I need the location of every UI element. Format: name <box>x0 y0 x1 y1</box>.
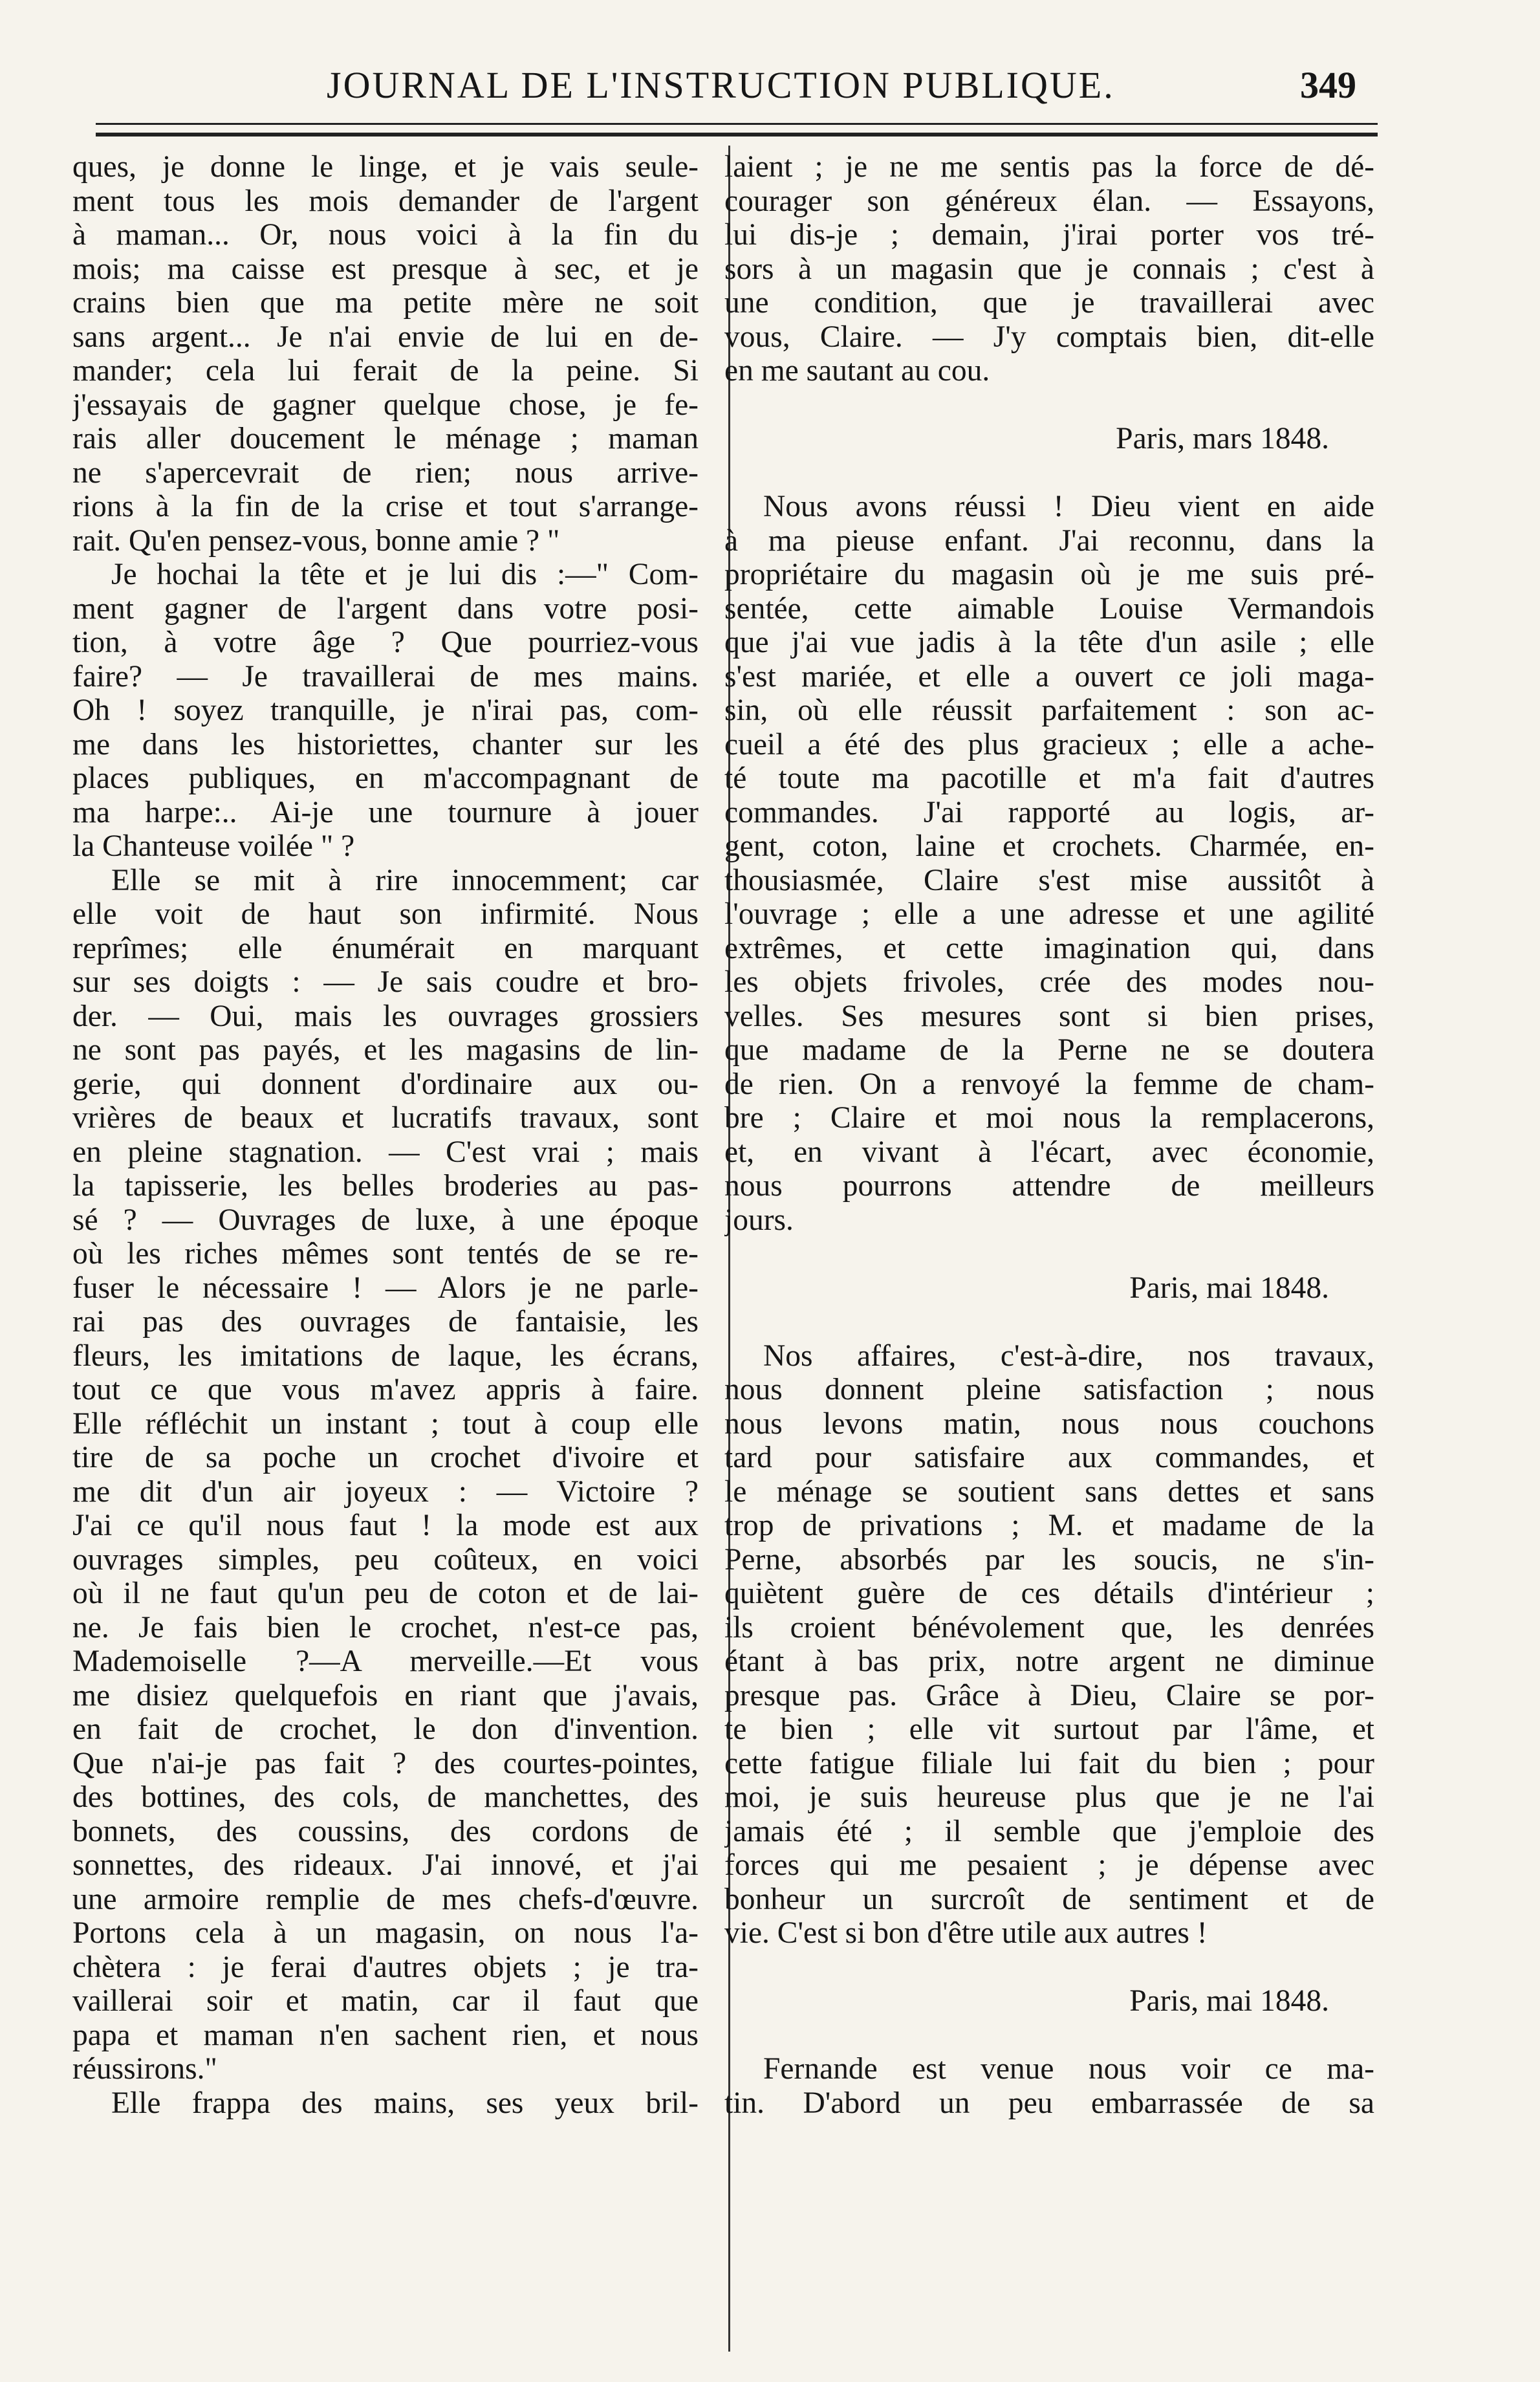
dateline: Paris, mai 1848. <box>1129 1984 1329 2018</box>
header-rule-thick <box>96 133 1378 137</box>
header-rule-thin <box>96 123 1378 125</box>
text-line: nous pourrons attendre de meilleurs <box>724 1169 1374 1203</box>
text-line: et, en vivant à l'écart, avec économie, <box>724 1135 1374 1169</box>
text-line: à ma pieuse enfant. J'ai reconnu, dans la <box>724 523 1374 558</box>
text-line: gerie, qui donnent d'ordinaire aux ou- <box>72 1067 699 1101</box>
text-line: tard pour satisfaire aux commandes, et <box>724 1441 1374 1474</box>
text-line: ques, je donne le linge, et je vais seule- <box>72 150 699 184</box>
page-header <box>0 60 1540 111</box>
text-line: la tapisserie, les belles broderies au pas- <box>72 1169 699 1203</box>
paragraph <box>724 1339 1374 1950</box>
text-line: laient ; je ne me sentis pas la force de dé- <box>724 150 1374 184</box>
text-line: s'est mariée, et elle a ouvert ce joli maga- <box>724 659 1374 694</box>
text-line: rais aller doucement le ménage ; maman <box>72 422 699 455</box>
text-line: cueil a été des plus gracieux ; elle a ache- <box>724 727 1374 761</box>
text-line: tire de sa poche un crochet d'ivoire et <box>72 1441 699 1474</box>
text-line: velles. Ses mesures sont si bien prises, <box>724 999 1374 1033</box>
text-line: faire? — Je travaillerai de mes mains. <box>72 659 699 694</box>
text-line: sin, où elle réussit parfaitement : son ac- <box>724 694 1374 727</box>
text-line: extrêmes, et cette imagination qui, dans <box>724 931 1374 965</box>
text-line: presque pas. Grâce à Dieu, Claire se por- <box>724 1678 1374 1712</box>
text-line: Fernande est venue nous voir ce ma- <box>763 2052 1374 2086</box>
paragraph <box>724 2052 1374 2120</box>
text-line: commandes. J'ai rapporté au logis, ar- <box>724 795 1374 829</box>
text-line: propriétaire du magasin où je me suis pré- <box>724 558 1374 591</box>
text-line: Nous avons réussi ! Dieu vient en aide <box>763 490 1374 523</box>
text-line: Oh ! soyez tranquille, je n'irai pas, com- <box>72 694 699 727</box>
text-line: me dans les historiettes, chanter sur les <box>72 727 699 761</box>
text-line: thousiasmée, Claire s'est mise aussitôt à <box>724 863 1374 897</box>
text-line: tion, à votre âge ? Que pourriez-vous <box>72 626 699 659</box>
text-line: té toute ma pacotille et m'a fait d'autres <box>724 761 1374 795</box>
text-line: tin. D'abord un peu embarrassée de sa <box>724 2086 1374 2120</box>
text-line: nous donnent pleine satisfaction ; nous <box>724 1373 1374 1406</box>
text-line: ne sont pas payés, et les magasins de lin- <box>72 1033 699 1067</box>
text-line: Je hochai la tête et je lui dis :—" Com- <box>111 558 699 591</box>
text-line: bonnets, des coussins, des cordons de <box>72 1814 699 1848</box>
text-line: à maman... Or, nous voici à la fin du <box>72 218 699 252</box>
text-line: jamais été ; il semble que j'emploie des <box>724 1814 1374 1848</box>
text-line: Mademoiselle ?—A merveille.—Et vous <box>72 1644 699 1678</box>
text-line: sur ses doigts : — Je sais coudre et bro- <box>72 965 699 999</box>
text-line: ment gagner de l'argent dans votre posi- <box>72 591 699 626</box>
text-line: j'essayais de gagner quelque chose, je fe- <box>72 388 699 422</box>
text-line: crains bien que ma petite mère ne soit <box>72 286 699 320</box>
text-line: forces qui me pesaient ; je dépense avec <box>724 1848 1374 1882</box>
text-line: trop de privations ; M. et madame de la <box>724 1509 1374 1542</box>
left-column <box>72 150 699 2120</box>
paragraph <box>724 490 1374 1237</box>
text-line: les objets frivoles, crée des modes nou- <box>724 965 1374 999</box>
text-line: Elle frappa des mains, ses yeux bril- <box>111 2086 699 2120</box>
text-line: sors à un magasin que je connais ; c'est à <box>724 252 1374 286</box>
dateline: Paris, mars 1848. <box>1116 422 1329 455</box>
text-line: le ménage se soutient sans dettes et sans <box>724 1474 1374 1509</box>
text-line: der. — Oui, mais les ouvrages grossiers <box>72 999 699 1033</box>
text-line: te bien ; elle vit surtout par l'âme, et <box>724 1712 1374 1746</box>
text-line: Elle se mit à rire innocemment; car <box>111 863 699 897</box>
text-line: en fait de crochet, le don d'invention. <box>72 1712 699 1746</box>
text-line: ma harpe:.. Ai-je une tournure à jouer <box>72 795 699 829</box>
text-line: rions à la fin de la crise et tout s'arrange- <box>72 490 699 523</box>
text-line: tout ce que vous m'avez appris à faire. <box>72 1373 699 1406</box>
text-line: ouvrages simples, peu coûteux, en voici <box>72 1542 699 1577</box>
text-line: ment tous les mois demander de l'argent <box>72 184 699 218</box>
text-line: vie. C'est si bon d'être utile aux autres ! <box>724 1916 1208 1950</box>
text-line: vrières de beaux et lucratifs travaux, sont <box>72 1101 699 1135</box>
text-line: rai pas des ouvrages de fantaisie, les <box>72 1305 699 1339</box>
text-line: Portons cela à un magasin, on nous l'a- <box>72 1916 699 1950</box>
text-line: elle voit de haut son infirmité. Nous <box>72 897 699 931</box>
text-line: sonnettes, des rideaux. J'ai innové, et j'ai <box>72 1848 699 1882</box>
text-line: reprîmes; elle énumérait en marquant <box>72 931 699 965</box>
text-line: mander; cela lui ferait de la peine. Si <box>72 354 699 388</box>
text-line: en pleine stagnation. — C'est vrai ; mais <box>72 1135 699 1169</box>
text-line: sans argent... Je n'ai envie de lui en de- <box>72 320 699 354</box>
text-line: étant à bas prix, notre argent ne diminue <box>724 1644 1374 1678</box>
text-line: bre ; Claire et moi nous la remplacerons, <box>724 1101 1374 1135</box>
text-line: une armoire remplie de mes chefs-d'œuvre. <box>72 1882 699 1916</box>
text-line: places publiques, en m'accompagnant de <box>72 761 699 795</box>
text-line: vaillerai soir et matin, car il faut que <box>72 1984 699 2018</box>
right-column <box>724 150 1374 2120</box>
text-line: lui dis-je ; demain, j'irai porter vos tré- <box>724 218 1374 252</box>
text-line: cette fatigue filiale lui fait du bien ; pour <box>724 1746 1374 1780</box>
text-line: une condition, que je travaillerai avec <box>724 286 1374 320</box>
journal-title: JOURNAL DE L'INSTRUCTION PUBLIQUE. <box>327 64 1115 106</box>
text-line: me disiez quelquefois en riant que j'avais, <box>72 1678 699 1712</box>
text-line: chètera : je ferai d'autres objets ; je tra- <box>72 1950 699 1984</box>
text-line: que madame de la Perne ne se doutera <box>724 1033 1374 1067</box>
text-line: moi, je suis heureuse plus que je ne l'ai <box>724 1780 1374 1814</box>
text-line: la Chanteuse voilée " ? <box>72 829 355 863</box>
text-line: où il ne faut qu'un peu de coton et de lai- <box>72 1577 699 1610</box>
text-line: vous, Claire. — J'y comptais bien, dit-elle <box>724 320 1374 354</box>
text-line: réussirons." <box>72 2052 217 2086</box>
text-line: me dit d'un air joyeux : — Victoire ? <box>72 1474 699 1509</box>
text-line: gent, coton, laine et crochets. Charmée, en- <box>724 829 1374 863</box>
text-line: ne s'apercevrait de rien; nous arrive- <box>72 455 699 490</box>
text-line: jours. <box>724 1203 794 1237</box>
text-line: que j'ai vue jadis à la tête d'un asile ; elle <box>724 626 1374 659</box>
text-line: en me sautant au cou. <box>724 354 990 388</box>
paragraph <box>724 150 1374 388</box>
text-line: fleurs, les imitations de laque, les écrans, <box>72 1339 699 1373</box>
text-line: où les riches mêmes sont tentés de se re- <box>72 1237 699 1271</box>
text-line: papa et maman n'en sachent rien, et nous <box>72 2018 699 2052</box>
text-line: courager son généreux élan. — Essayons, <box>724 184 1374 218</box>
text-line: de rien. On a renvoyé la femme de cham- <box>724 1067 1374 1101</box>
text-line: Elle réfléchit un instant ; tout à coup elle <box>72 1406 699 1441</box>
text-line: Nos affaires, c'est-à-dire, nos travaux, <box>763 1339 1374 1373</box>
text-line: fuser le nécessaire ! — Alors je ne parle- <box>72 1271 699 1305</box>
text-line: ils croient bénévolement que, les denrées <box>724 1610 1374 1644</box>
text-line: Que n'ai-je pas fait ? des courtes-pointes, <box>72 1746 699 1780</box>
text-line: sentée, cette aimable Louise Vermandois <box>724 591 1374 626</box>
text-line: l'ouvrage ; elle a une adresse et une agilité <box>724 897 1374 931</box>
text-line: nous levons matin, nous nous couchons <box>724 1406 1374 1441</box>
text-line: quiètent guère de ces détails d'intérieur ; <box>724 1577 1374 1610</box>
text-line: bonheur un surcroît de sentiment et de <box>724 1882 1374 1916</box>
text-line: ne. Je fais bien le crochet, n'est-ce pas, <box>72 1610 699 1644</box>
page-number: 349 <box>1300 64 1356 106</box>
text-line: sé ? — Ouvrages de luxe, à une époque <box>72 1203 699 1237</box>
text-line: des bottines, des cols, de manchettes, des <box>72 1780 699 1814</box>
text-line: J'ai ce qu'il nous faut ! la mode est aux <box>72 1509 699 1542</box>
text-line: rait. Qu'en pensez-vous, bonne amie ? " <box>72 523 560 558</box>
text-line: mois; ma caisse est presque à sec, et je <box>72 252 699 286</box>
text-line: Perne, absorbés par les soucis, ne s'in- <box>724 1542 1374 1577</box>
dateline: Paris, mai 1848. <box>1129 1271 1329 1305</box>
